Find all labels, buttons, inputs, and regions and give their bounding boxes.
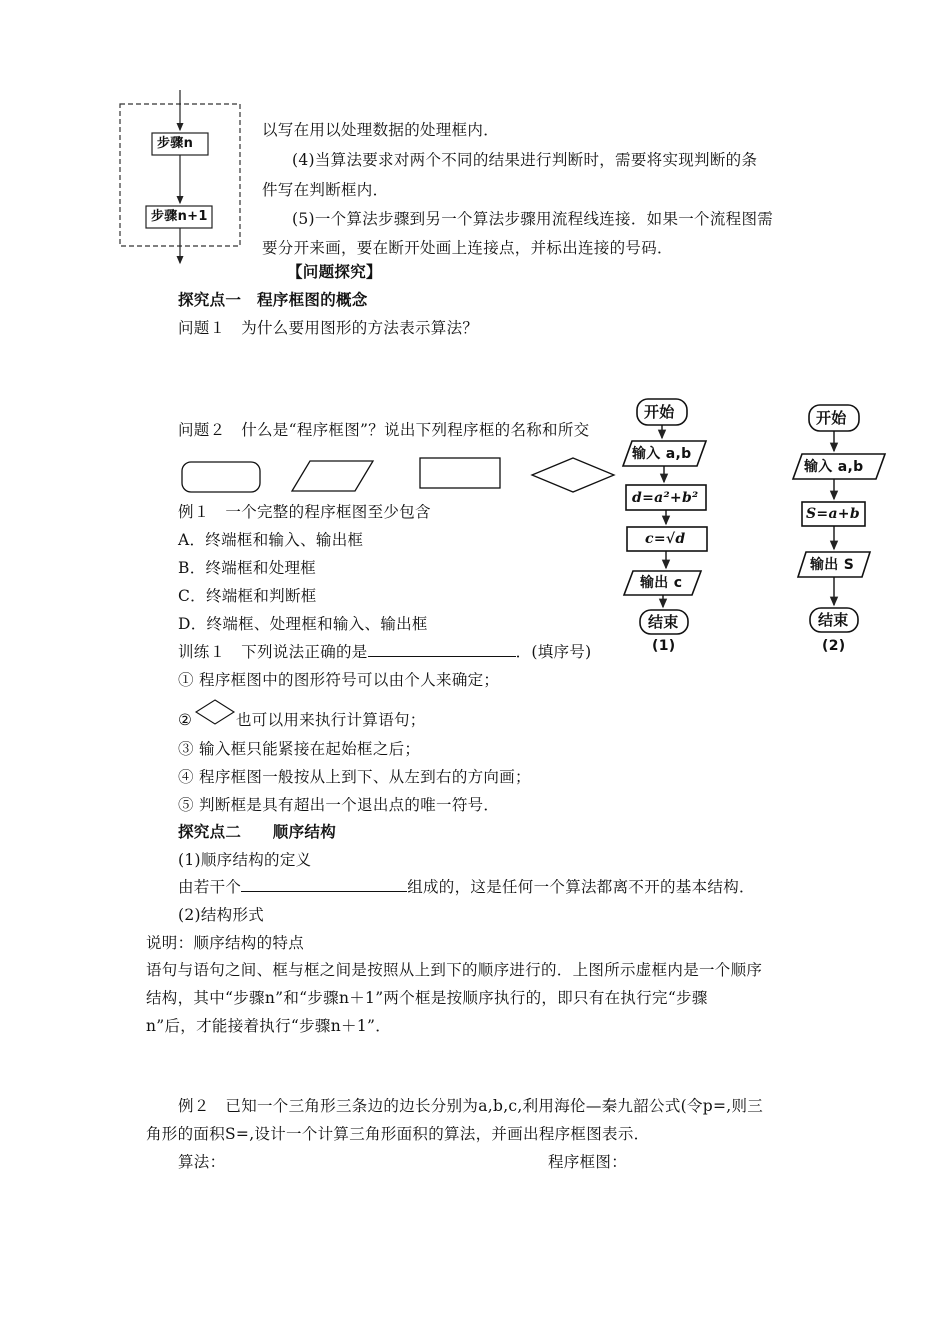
step-n-label: 步骤n <box>157 136 194 151</box>
io-symbol <box>292 461 373 491</box>
intro-line1: 以写在用以处理数据的处理框内． <box>262 121 500 139</box>
decision-symbol <box>532 458 614 492</box>
terminal-symbol <box>182 462 260 492</box>
training1-stem <box>178 642 592 662</box>
training1-stem-a: 训练１ 下列说法正确的是 <box>178 643 368 661</box>
example2-flowchart-label: 程序框图： <box>548 1153 628 1171</box>
flowchart-1 <box>623 399 707 634</box>
example2-line1: 例２ 已知一个三角形三条边的边长分别为a,b,c,利用海伦—秦九韶公式(令p=,则三 <box>178 1097 764 1115</box>
fc2-end-label: 结束 <box>818 611 849 629</box>
step-n1-label: 步骤n+1 <box>151 209 208 224</box>
fc1-start-label: 开始 <box>644 403 675 421</box>
point2-def-b: 组成的，这是任何一个算法都离不开的基本结构． <box>407 878 755 896</box>
point2-sub2: (2)结构形式 <box>178 906 265 924</box>
example2-algorithm-label: 算法： <box>178 1153 226 1171</box>
note-line3: n”后，才能接着执行“步骤n＋1”． <box>146 1017 391 1035</box>
section-title: 【问题探究】 <box>287 262 382 281</box>
training1-item2-prefix: ② <box>178 711 193 729</box>
training1-item3: ③ 输入框只能紧接在起始框之后； <box>178 740 421 758</box>
training1-item5: ⑤ 判断框是具有超出一个退出点的唯一符号． <box>178 796 500 814</box>
example1-stem: 例１ 一个完整的程序框图至少包含 <box>178 503 431 521</box>
point1-title: 探究点一 程序框图的概念 <box>178 290 368 309</box>
example1-option-a: A．终端框和输入、输出框 <box>178 531 364 549</box>
training1-blank <box>368 642 516 657</box>
intro-p4-line2: 件写在判断框内． <box>262 181 389 199</box>
question1: 问题１ 为什么要用图形的方法表示算法？ <box>178 319 479 337</box>
fc1-end-label: 结束 <box>648 613 679 631</box>
example1-option-c: C．终端框和判断框 <box>178 587 317 605</box>
training1-item4: ④ 程序框图一般按从上到下、从左到右的方向画； <box>178 768 531 786</box>
point2-sub1: (1)顺序结构的定义 <box>178 851 312 869</box>
fc2-output-label: 输出 S <box>810 557 855 573</box>
training1-stem-b: ．(填序号) <box>515 643 592 661</box>
intro-p5-line2: 要分开来画，要在断开处画上连接点，并标出连接的号码． <box>262 239 673 257</box>
training1-item1: ① 程序框图中的图形符号可以由个人来确定； <box>178 671 500 689</box>
intro-p5-line1: (5)一个算法步骤到另一个算法步骤用流程线连接．如果一个流程图需 <box>292 210 774 228</box>
fc2-start-label: 开始 <box>816 409 847 427</box>
note-line1: 语句与语句之间、框与框之间是按照从上到下的顺序进行的．上图所示虚框内是一个顺序 <box>146 961 763 979</box>
intro-p4-line1: (4)当算法要求对两个不同的结果进行判断时，需要将实现判断的条 <box>292 151 758 169</box>
note-line2: 结构，其中“步骤n”和“步骤n＋1”两个框是按顺序执行的，即只有在执行完“步骤 <box>146 989 708 1007</box>
fc1-process1-label: d=a²+b² <box>632 490 699 506</box>
example1-option-d: D．终端框、处理框和输入、输出框 <box>178 615 428 633</box>
training1-item2: 也可以用来执行计算语句； <box>236 711 426 729</box>
point2-definition <box>178 877 755 897</box>
fc2-input-label: 输入 a,b <box>804 459 864 475</box>
example1-option-b: B．终端框和处理框 <box>178 559 317 577</box>
point2-title: 探究点二 顺序结构 <box>178 822 337 841</box>
inline-decision-symbol <box>196 700 234 724</box>
point2-blank <box>241 877 407 892</box>
fc2-process-label: S=a+b <box>806 506 860 522</box>
process-symbol <box>420 458 500 488</box>
note-title: 说明：顺序结构的特点 <box>146 934 305 952</box>
fc1-output-label: 输出 c <box>640 575 683 591</box>
fc1-process2-label: c=√d <box>645 531 686 547</box>
point2-def-a: 由若干个 <box>178 878 242 896</box>
fc2-caption: (2) <box>822 638 846 654</box>
fc1-caption: (1) <box>652 638 676 654</box>
fc1-input-label: 输入 a,b <box>632 446 692 462</box>
question2: 问题２ 什么是“程序框图”？说出下列程序框的名称和所交 <box>178 421 590 439</box>
example2-line2: 角形的面积S=,设计一个计算三角形面积的算法，并画出程序框图表示． <box>146 1125 650 1143</box>
